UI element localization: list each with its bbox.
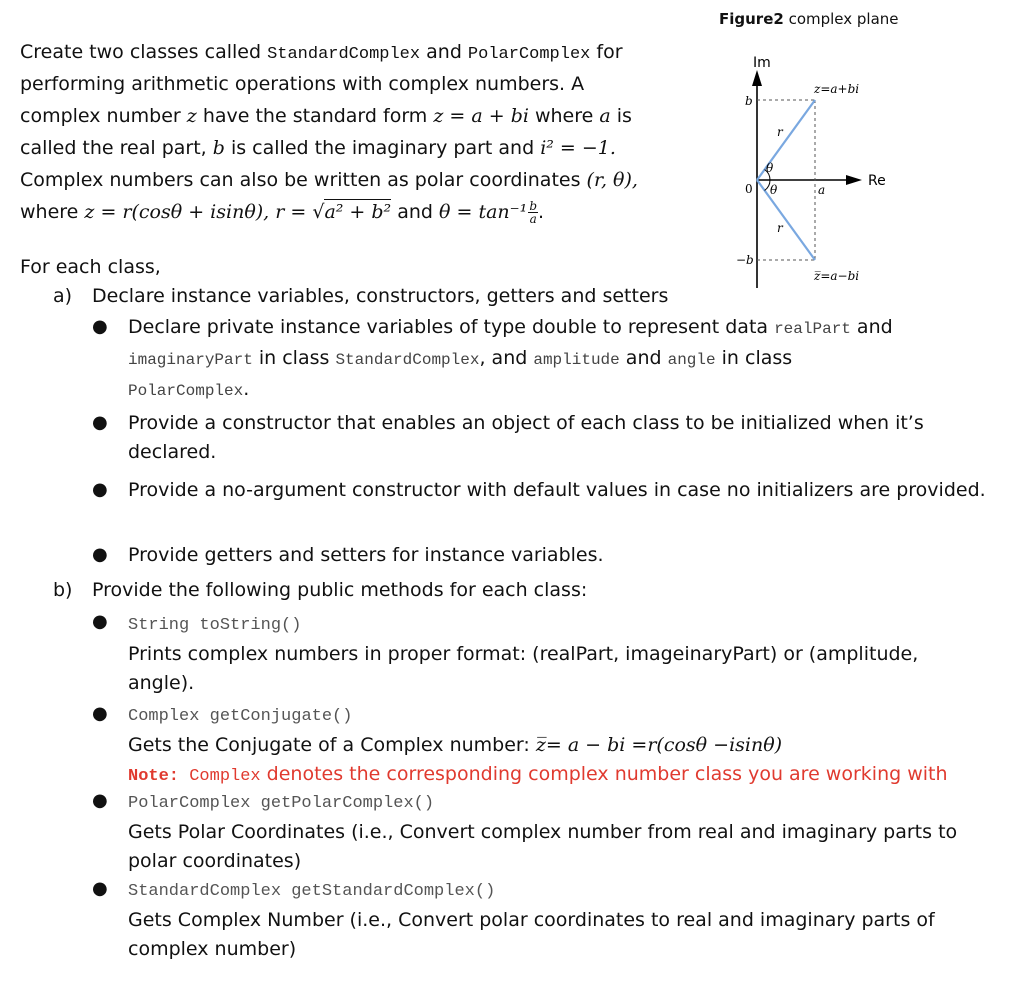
label-r-upper: r: [777, 125, 783, 139]
section-b-title: Provide the following public methods for each class:: [92, 579, 588, 601]
label-theta-lower: θ: [770, 183, 778, 197]
intro-line-6: where z = r(cosθ + isinθ), r = √a² + b² and θ = tan⁻¹ $\frac{b}{a}$ .: [20, 199, 545, 226]
section-b-label: b): [53, 579, 73, 601]
re-axis-arrow: [846, 175, 862, 185]
label-a: a: [818, 183, 826, 197]
label-zero: 0: [745, 182, 753, 196]
bullet-dot: ●: [92, 878, 108, 899]
intro-line-1: Create two classes called StandardComplex and PolarComplex for: [20, 41, 623, 64]
label-b: b: [745, 94, 753, 108]
label-neg-b: −b: [736, 253, 754, 267]
intro-line-4: called the real part, b is called the imaginary part and i² = −1.: [20, 137, 616, 159]
bullet-dot: ●: [92, 412, 108, 433]
section-a-title: Declare instance variables, constructors, getters and setters: [92, 285, 669, 307]
complex-plane-diagram: [720, 40, 900, 290]
fraction-b-over-a: $\frac{b}{a}$: [529, 199, 537, 226]
label-z-conjugate: z̅=a−bi: [814, 269, 860, 283]
figure-title-bold: Figure2: [719, 10, 784, 28]
label-z: z=a+bi: [814, 82, 860, 96]
for-each-heading: For each class,: [20, 256, 161, 278]
bullet-dot: ●: [92, 479, 108, 500]
bullet-no-arg-constructor: Provide a no-argument constructor with default values in case no initializers are provided.: [128, 479, 986, 501]
note-line: Note: Complex denotes the corresponding complex number class you are working with: [128, 763, 948, 786]
intro-line-3: complex number z have the standard form z = a + bi where a is: [20, 105, 632, 127]
bullet-dot: ●: [92, 316, 108, 337]
method-getconjugate: Complex getConjugate() Gets the Conjugate of a Complex number: z̅= a − bi =r(cosθ −isinθ) Note: Complex denotes the corresponding complex number class you are working with: [128, 707, 948, 786]
im-axis-arrow: [752, 70, 762, 86]
bullet-dot: ●: [92, 544, 108, 565]
method-getpolarcomplex: PolarComplex getPolarComplex() Gets Polar Coordinates (i.e., Convert complex number from real and imaginary parts to polar coordinates): [128, 794, 958, 872]
figure-title-rest: complex plane: [783, 10, 899, 28]
label-im: Im: [753, 55, 771, 71]
label-re: Re: [868, 173, 886, 189]
section-a-label: a): [53, 285, 73, 307]
vector-z-conjugate: [757, 180, 815, 260]
bullet-dot: ●: [92, 790, 108, 811]
bullet-instance-variables: Declare private instance variables of type double to represent data realPart and imaginaryPart in class StandardComplex, and amplitude and angle in class PolarComplex.: [128, 316, 893, 400]
label-r-lower: r: [777, 221, 783, 235]
bullet-constructor: Provide a constructor that enables an object of each class to be initialized when it’s declared.: [128, 412, 924, 463]
bullet-getters-setters: Provide getters and setters for instance variables.: [128, 544, 604, 566]
figure-title: [719, 10, 899, 28]
method-getstandardcomplex: StandardComplex getStandardComplex() Gets Complex Number (i.e., Convert polar coordinates to real and imaginary parts of complex number): [128, 882, 935, 960]
bullet-dot: ●: [92, 611, 108, 632]
label-theta-upper: θ: [766, 161, 774, 175]
intro-paragraph: [20, 36, 710, 228]
bullet-dot: ●: [92, 703, 108, 724]
intro-line-5: Complex numbers can also be written as polar coordinates (r, θ),: [20, 169, 638, 191]
method-tostring: String toString() Prints complex numbers in proper format: (realPart, imageinaryPart) or (amplitude, angle).: [128, 616, 919, 694]
intro-line-2: performing arithmetic operations with complex numbers. A: [20, 73, 585, 95]
